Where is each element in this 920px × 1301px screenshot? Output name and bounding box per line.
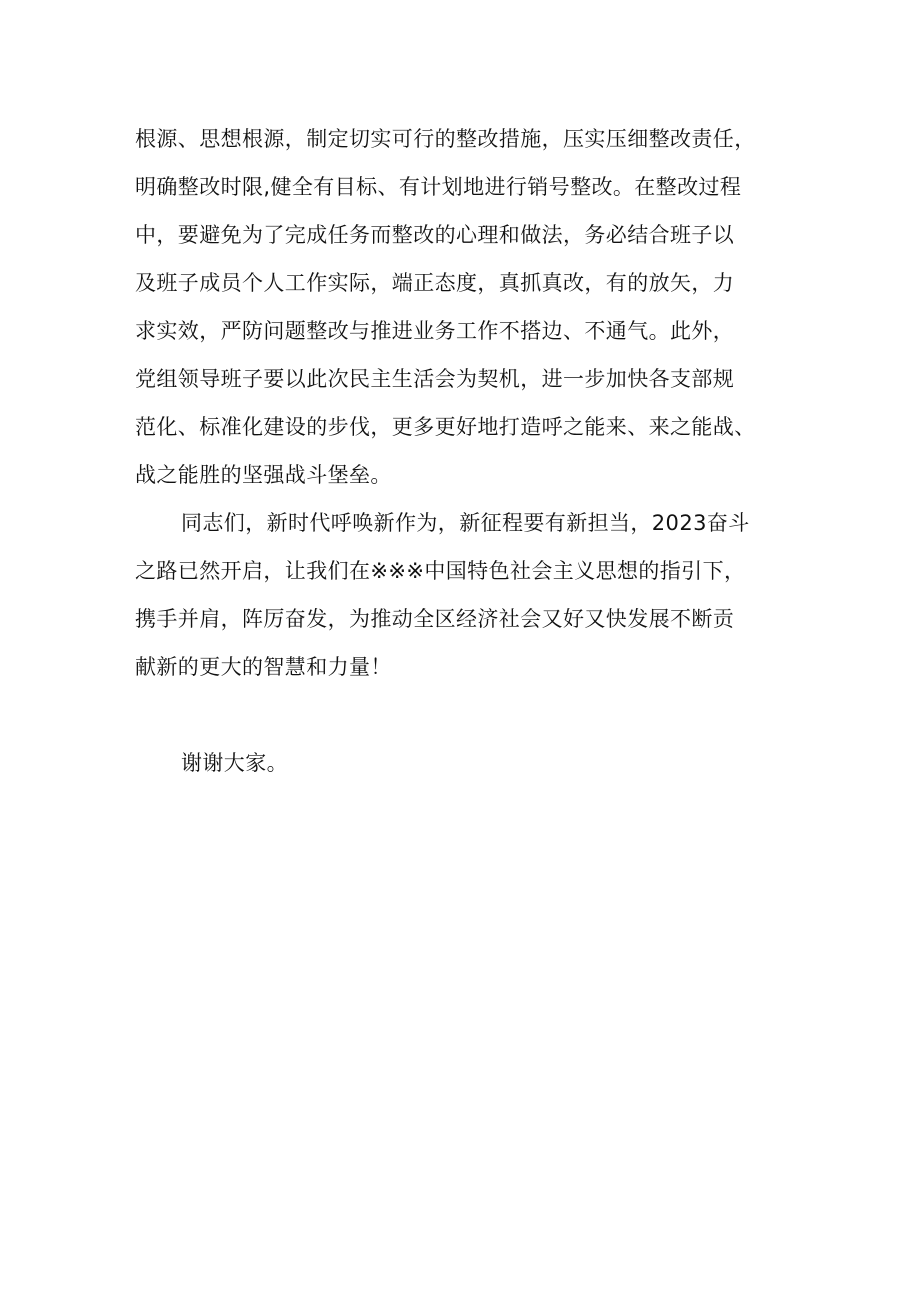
- paragraph-line: 党组领导班子要以此次民主生活会为契机，进一步加快各支部规: [135, 367, 735, 391]
- paragraph-line: 献新的更大的智慧和力量！: [135, 655, 392, 679]
- paragraph-spacer: [135, 691, 807, 739]
- paragraph-line: 携手并肩，阵厉奋发，为推动全区经济社会又好又快发展不断贡: [135, 607, 735, 631]
- paragraph-line: 同志们，新时代呼唤新作为，新征程要有新担当，2023奋斗: [181, 511, 750, 535]
- paragraph-line: 之路已然开启，让我们在※※※中国特色社会主义思想的指引下，: [135, 559, 746, 583]
- paragraph-line: 范化、标准化建设的步伐，更多更好地打造呼之能来、来之能战、: [135, 415, 756, 439]
- document-body: [135, 115, 807, 787]
- paragraph-1: [135, 115, 807, 499]
- paragraph-line: 及班子成员个人工作实际，端正态度，真抓真改，有的放矢，力: [135, 271, 735, 295]
- closing-line: 谢谢大家。: [181, 751, 288, 775]
- paragraph-line: 中，要避免为了完成任务而整改的心理和做法，务必结合班子以: [135, 223, 735, 247]
- paragraph-line: 战之能胜的坚强战斗堡垒。: [135, 463, 392, 487]
- paragraph-2: [135, 499, 807, 691]
- paragraph-line: 明确整改时限,健全有目标、有计划地进行销号整改。在整改过程: [135, 175, 742, 199]
- paragraph-line: 求实效，严防问题整改与推进业务工作不搭边、不通气。此外，: [135, 319, 735, 343]
- paragraph-line: 根源、思想根源，制定切实可行的整改措施，压实压细整改责任，: [135, 127, 756, 151]
